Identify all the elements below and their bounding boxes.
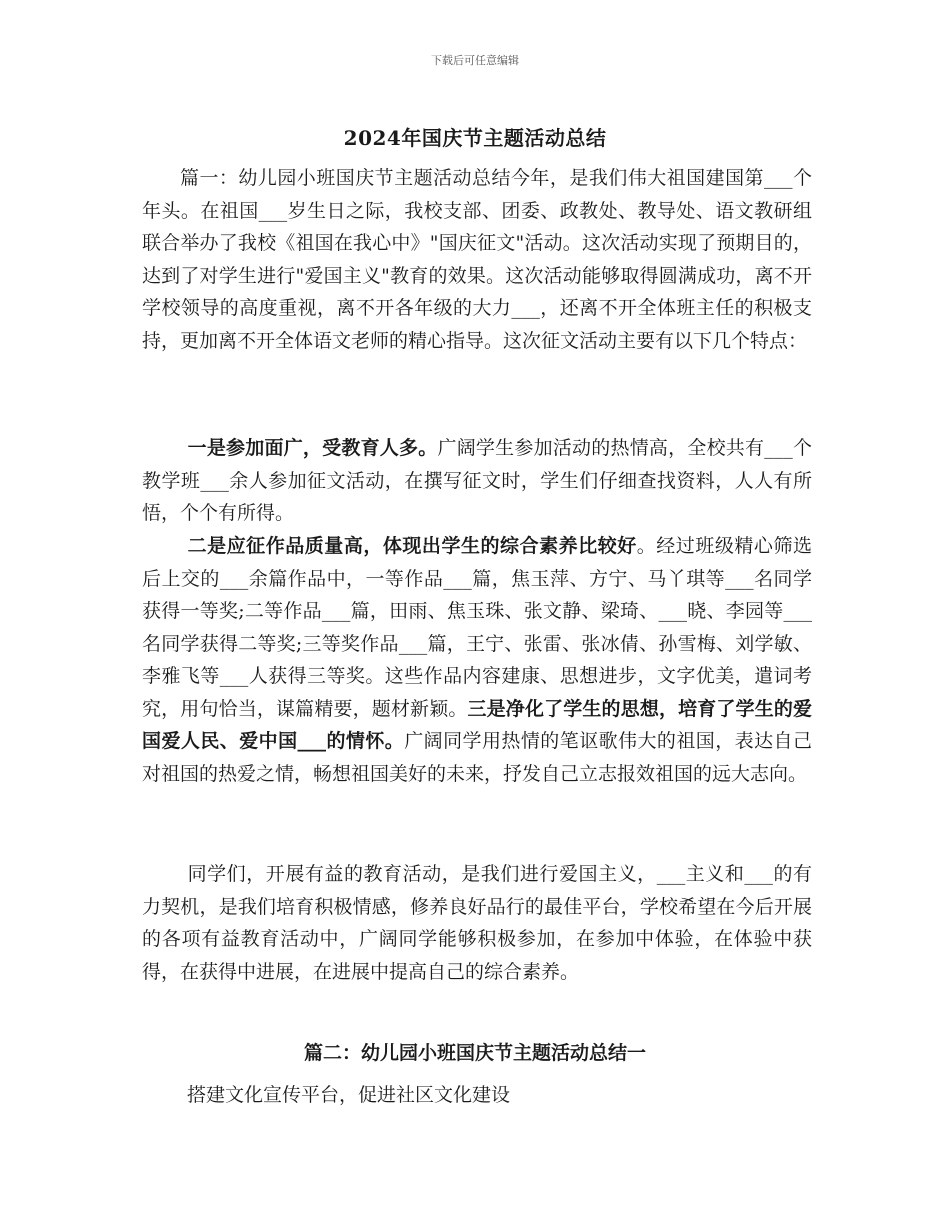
section-two-title: 篇二：幼儿园小班国庆节主题活动总结一: [303, 1042, 646, 1064]
section-two-first-line: 搭建文化宣传平台，促进社区文化建设: [187, 1084, 511, 1106]
paragraph-intro: [142, 162, 812, 357]
point-two-text: 。经过班级精心筛选后上交的___余篇作品中，一等作品___篇，焦玉萍、方宁、马丫琪等___名同学获得一等奖;二等作品___篇，田雨、焦玉珠、张文静、梁琦、___晓、李园等___名同学获得二等奖;三等奖作品___篇，王宁、张雷、张冰倩、孙雪梅、刘学敏、李雅飞等___人获得三等奖。这些作品内容建康、思想进步，文字优美，遣词考究，用句恰当，谋篇精要，题材新颖。: [142, 535, 812, 720]
point-two-heading: 二是应征作品质量高，体现出学生的综合素养比较好: [187, 535, 637, 557]
paragraph-intro-text: 篇一：幼儿园小班国庆节主题活动总结今年，是我们伟大祖国建国第___个年头。在祖国___岁生日之际，我校支部、团委、政教处、教导处、语文教研组联合举办了我校《祖国在我心中》"国庆征文"活动。这次活动实现了预期目的，达到了对学生进行"爱国主义"教育的效果。这次活动能够取得圆满成功，离不开学校领导的高度重视，离不开各年级的大力___，还离不开全体班主任的积极支持，更加离不开全体语文老师的精心指导。这次征文活动主要有以下几个特点：: [142, 167, 812, 352]
point-three-text: 广阔同学用热情的笔讴歌伟大的祖国，表达自己对祖国的热爱之情，畅想祖国美好的未来，抒发自己立志报效祖国的远大志向。: [142, 730, 812, 785]
document-title: 2024年国庆节主题活动总结: [343, 126, 607, 150]
point-three-heading: 三是净化了学生的思想，培育了学生的爱国爱人民、爱中国___的情怀。: [142, 697, 812, 752]
paragraph-point-two: [142, 530, 812, 790]
paragraph-point-one: [142, 432, 812, 530]
conclusion-text: 同学们，开展有益的教育活动，是我们进行爱国主义，___主义和___的有力契机，是我们培育积极情感，修养良好品行的最佳平台，学校希望在今后开展的各项有益教育活动中，广阔同学能够积极参加，在参加中体验，在体验中获得，在获得中进展，在进展中提高自己的综合素养。: [142, 863, 812, 983]
point-one-text: 广阔学生参加活动的热情高，全校共有___个教学班___余人参加征文活动，在撰写征文时，学生们仔细查找资料，人人有所悟，个个有所得。: [142, 437, 812, 524]
point-one-heading: 一是参加面广，受教育人多。: [187, 437, 438, 459]
page-header-note: 下载后可任意编辑: [431, 54, 519, 67]
paragraph-conclusion: [142, 858, 812, 988]
